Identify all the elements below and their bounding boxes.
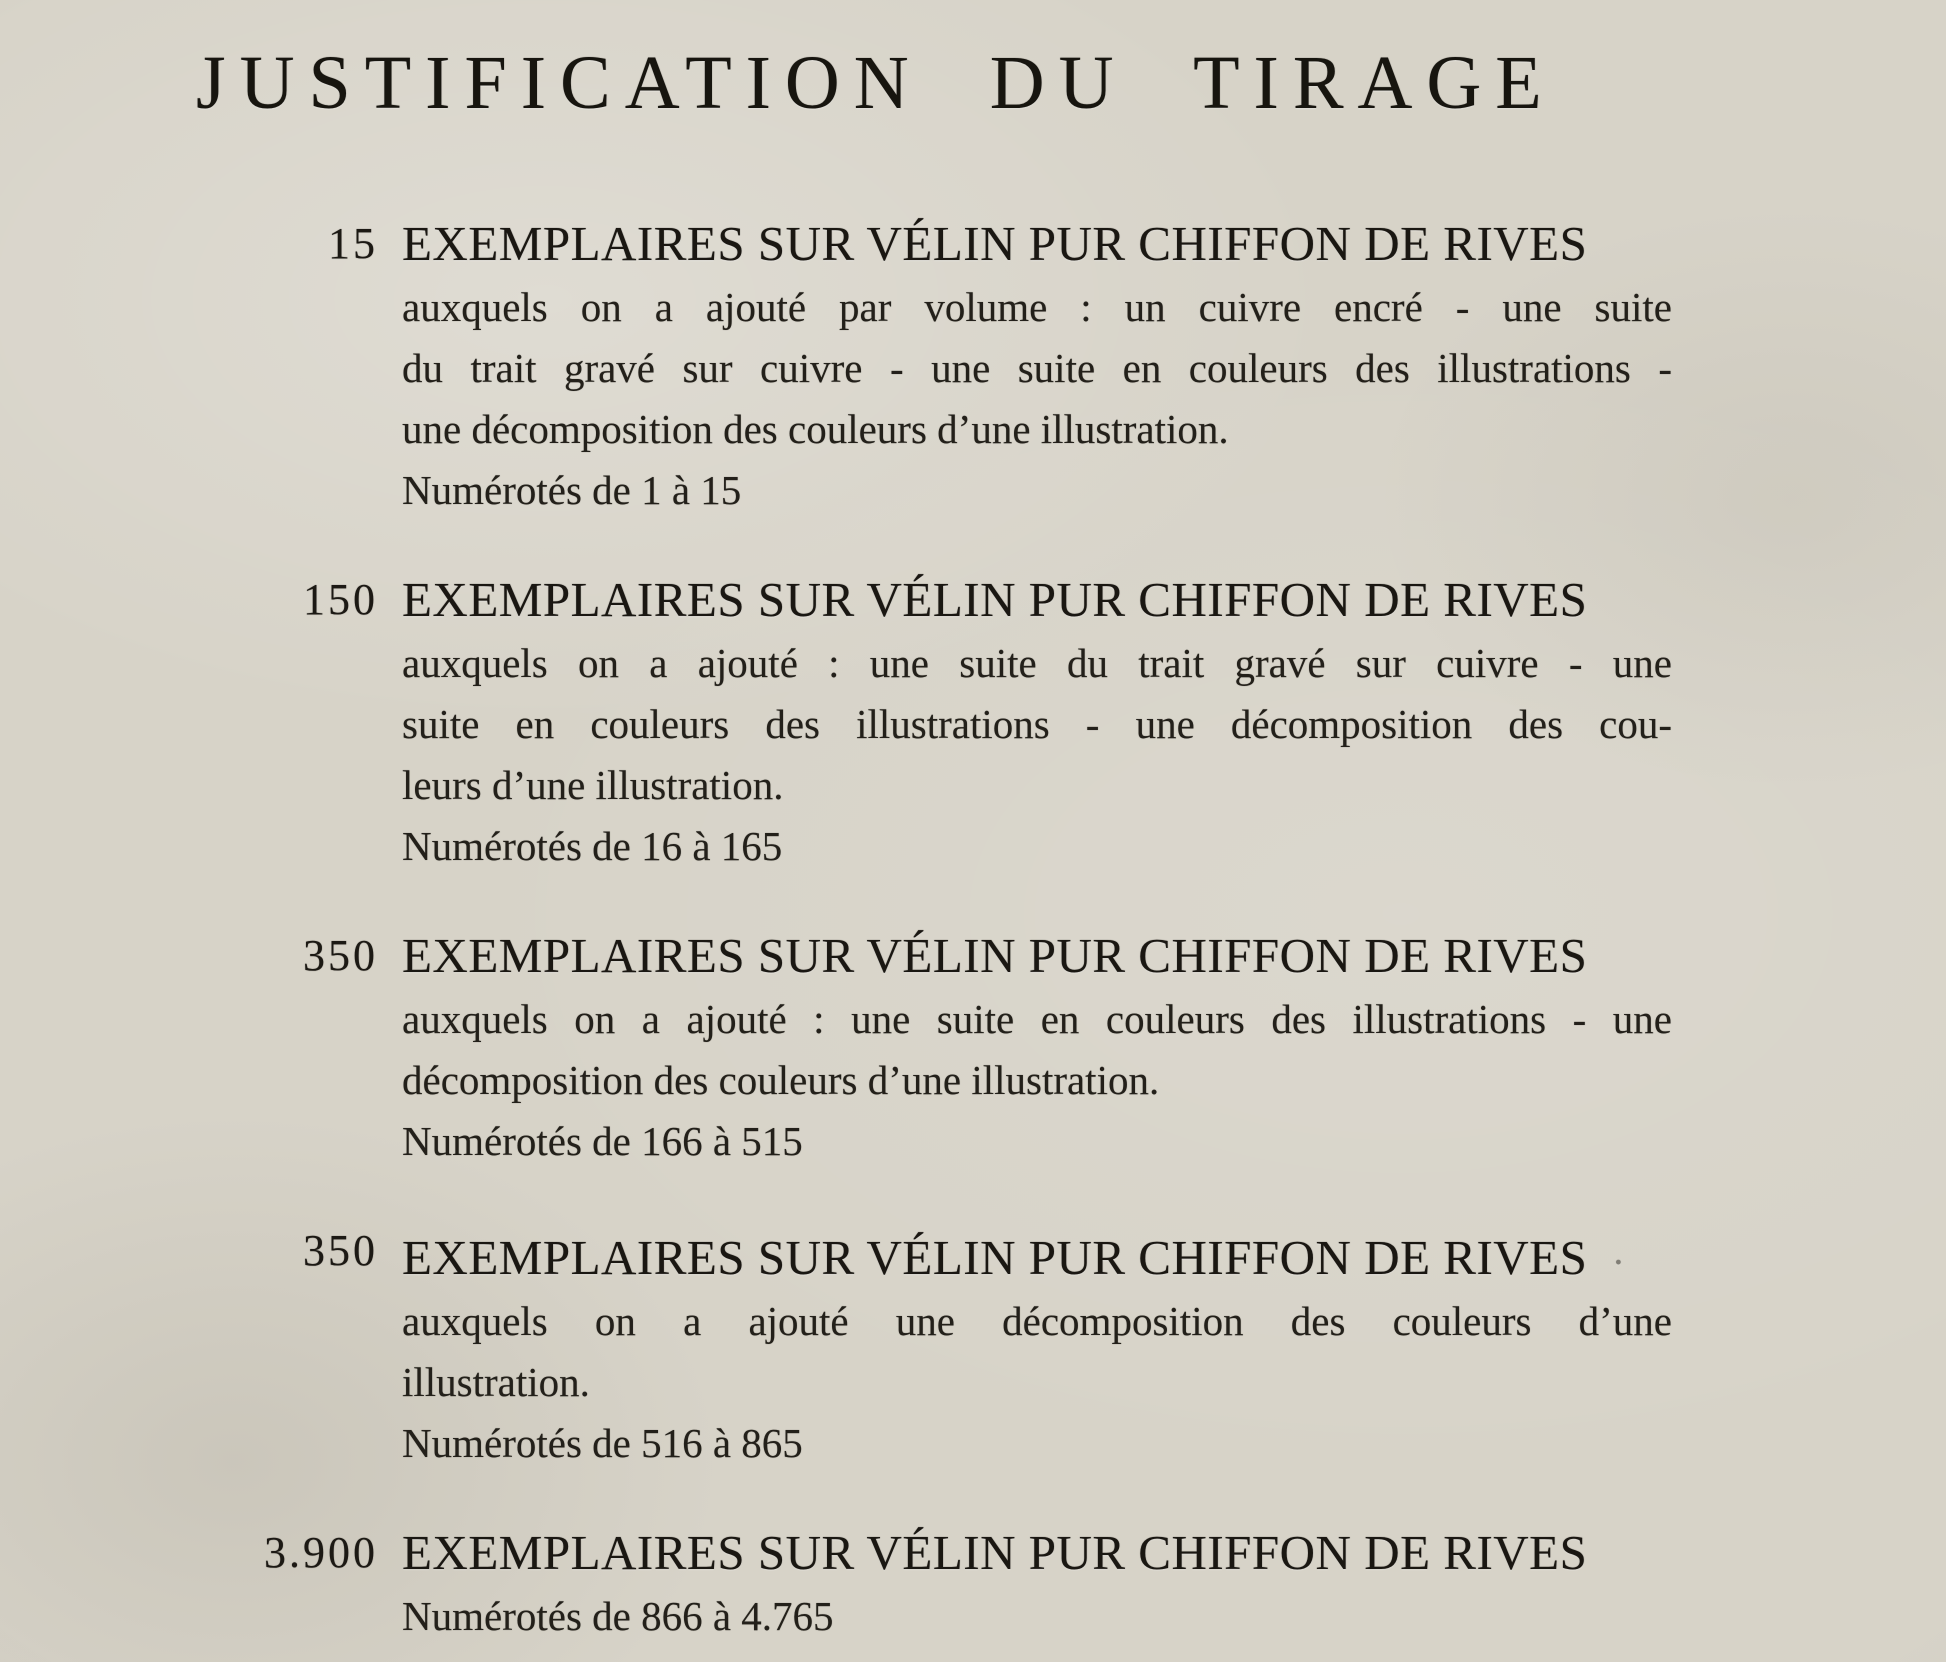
body-line: leurs d’une illustration. xyxy=(402,762,784,808)
entry-content xyxy=(402,1218,1672,1474)
entry-heading-text: EXEMPLAIRES SUR VÉLIN PUR CHIFFON DE RIVES xyxy=(402,1525,1588,1580)
entry-heading-text: EXEMPLAIRES SUR VÉLIN PUR CHIFFON DE RIVES xyxy=(402,1230,1588,1285)
numbering-line: Numérotés de 166 à 515 xyxy=(402,1118,803,1164)
edition-entry xyxy=(0,923,1946,1172)
entry-heading xyxy=(402,1218,1672,1291)
numbering-line: Numérotés de 16 à 165 xyxy=(402,823,783,869)
body-line: auxquels on a ajouté une décomposition des couleurs d’une xyxy=(402,1298,1672,1344)
entry-content xyxy=(402,923,1672,1172)
edition-entries xyxy=(0,211,1946,1647)
copy-count: 350 xyxy=(303,931,378,980)
body-line: auxquels on a ajouté : une suite en couleurs des illustrations - une xyxy=(402,996,1672,1042)
numbering-line: Numérotés de 1 à 15 xyxy=(402,467,742,513)
edition-entry xyxy=(0,211,1946,521)
numbering-line: Numérotés de 516 à 865 xyxy=(402,1420,803,1466)
entry-heading-text: EXEMPLAIRES SUR VÉLIN PUR CHIFFON DE RIVES xyxy=(402,572,1588,627)
body-line: une décomposition des couleurs d’une illustration. xyxy=(402,406,1229,452)
body-line: auxquels on a ajouté : une suite du trait gravé sur cuivre - une xyxy=(402,640,1672,686)
entry-content xyxy=(402,1520,1672,1647)
body-line: illustration. xyxy=(402,1359,590,1405)
stray-print-mark: . xyxy=(1613,1228,1624,1273)
copy-count: 150 xyxy=(303,575,378,624)
edition-entry xyxy=(0,1520,1946,1647)
body-line: auxquels on a ajouté par volume : un cuivre encré - une suite xyxy=(402,284,1672,330)
entry-content xyxy=(402,567,1672,877)
body-line: suite en couleurs des illustrations - une décomposition des cou- xyxy=(402,701,1672,747)
copy-count: 350 xyxy=(303,1226,378,1275)
entry-heading xyxy=(402,1520,1672,1586)
edition-entry xyxy=(0,567,1946,877)
edition-entry xyxy=(0,1218,1946,1474)
copy-count: 3.900 xyxy=(264,1528,378,1577)
page-title: JUSTIFICATION DU TIRAGE xyxy=(196,41,1556,125)
body-line: du trait gravé sur cuivre - une suite en couleurs des illustrations - xyxy=(402,345,1672,391)
entry-heading xyxy=(402,567,1672,633)
entry-heading xyxy=(402,923,1672,989)
body-line: décomposition des couleurs d’une illustration. xyxy=(402,1057,1160,1103)
entry-content xyxy=(402,211,1672,521)
numbering-line: Numérotés de 866 à 4.765 xyxy=(402,1593,834,1639)
entry-heading-text: EXEMPLAIRES SUR VÉLIN PUR CHIFFON DE RIVES xyxy=(402,928,1588,983)
copy-count: 15 xyxy=(328,219,378,268)
entry-heading xyxy=(402,211,1672,277)
entry-heading-text: EXEMPLAIRES SUR VÉLIN PUR CHIFFON DE RIVES xyxy=(402,216,1588,271)
